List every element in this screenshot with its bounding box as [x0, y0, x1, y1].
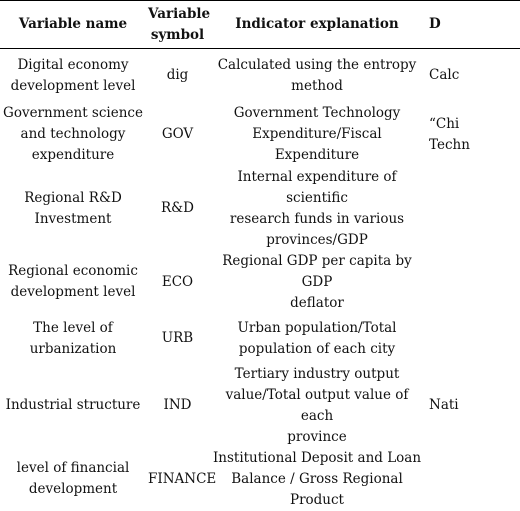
table-row [0, 103, 520, 167]
cell-variable-symbol: FINANCE [148, 470, 217, 487]
cell-variable-name: Industrial structure [5, 397, 141, 413]
cell-variable-symbol: ECO [161, 273, 194, 290]
cell-variable-symbol: dig [166, 67, 189, 84]
cell-indicator-explanation: Tertiary industry output value/Total output value of each province [225, 365, 409, 445]
cell-variable-name: The level of urbanization [29, 319, 117, 357]
cell-indicator-explanation: Calculated using the entropy method [217, 56, 417, 94]
cell-indicator-explanation: Regional GDP per capita by GDP deflator [222, 252, 412, 311]
cell-data-source [425, 448, 520, 511]
cell-indicator-explanation: Urban population/Total population of each city [237, 319, 397, 357]
table-row [0, 251, 520, 314]
header-variable-name: Variable name [0, 1, 146, 49]
cell-variable-symbol: R&D [160, 200, 194, 216]
header-indicator-explanation: Indicator explanation [209, 1, 425, 49]
table-row [0, 167, 520, 251]
cell-variable-name: Government science and technology expenditure [3, 105, 143, 163]
cell-variable-symbol: URB [161, 330, 194, 346]
cell-data-source [425, 167, 520, 251]
cell-variable-name: Regional economic development level [8, 263, 138, 300]
cell-variable-name: Digital economy development level [10, 56, 136, 94]
cell-variable-name: level of financial development [16, 460, 130, 497]
cell-data-source: Calc [429, 67, 460, 84]
cell-data-source: Nati [429, 397, 459, 413]
cell-data-source [425, 314, 520, 364]
cell-variable-name: Regional R&D Investment [24, 189, 122, 227]
cell-indicator-explanation: Internal expenditure of scientific research funds in various provinces/GDP [229, 168, 405, 248]
cell-data-source: “Chi Techn [429, 115, 470, 153]
table-row [0, 448, 520, 511]
header-data-source: D [425, 1, 520, 49]
cell-indicator-explanation: Government Technology Expenditure/Fiscal Expenditure [233, 105, 401, 163]
table-row [0, 364, 520, 448]
table-header-row [0, 1, 520, 49]
table-row [0, 49, 520, 103]
cell-indicator-explanation: Institutional Deposit and Loan Balance / Gross Regional Product [212, 449, 422, 508]
header-variable-symbol: Variable symbol [146, 1, 209, 49]
cell-variable-symbol: GOV [161, 126, 194, 142]
table-row [0, 314, 520, 364]
cell-variable-symbol: IND [163, 397, 192, 413]
cell-data-source [425, 251, 520, 314]
